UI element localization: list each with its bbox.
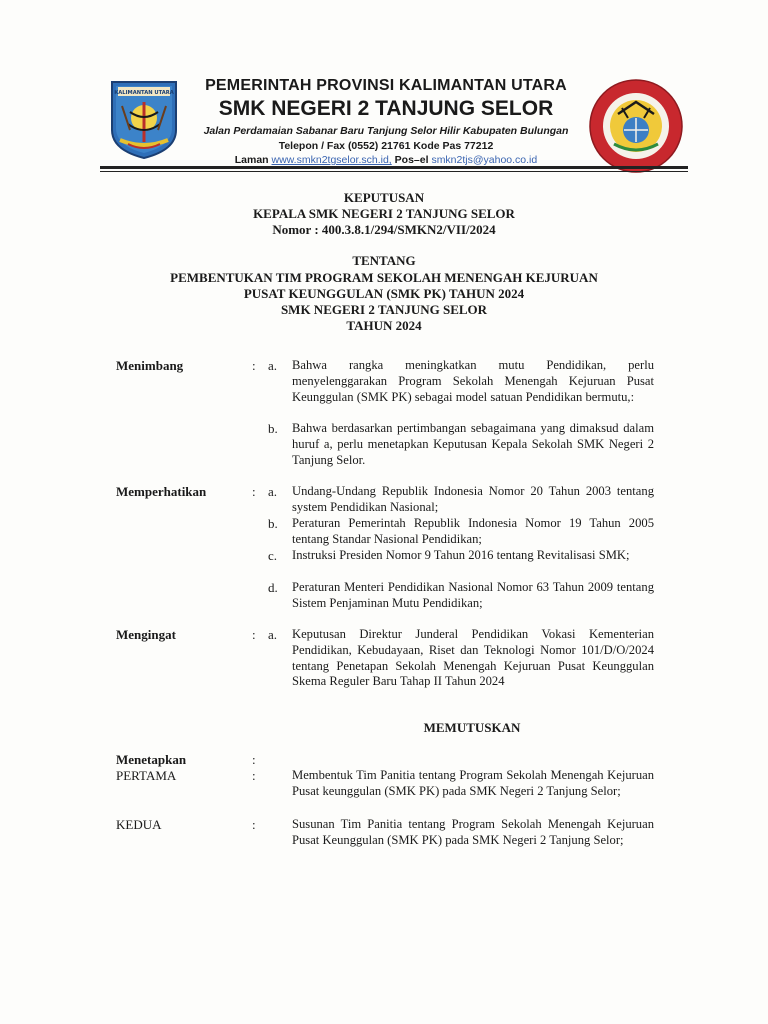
letterhead-text — [186, 76, 586, 168]
memperhatikan-d-letter: d. — [268, 580, 278, 595]
memperhatikan-a-text: Undang-Undang Republik Indonesia Nomor 20 Tahun 2003 tentang system Pendidikan Nasional; — [292, 484, 654, 514]
government-name: PEMERINTAH PROVINSI KALIMANTAN UTARA — [205, 77, 567, 94]
svg-text:KALIMANTAN UTARA: KALIMANTAN UTARA — [114, 90, 174, 96]
letterhead-rule-thin — [100, 171, 688, 172]
menimbang-label: Menimbang — [116, 358, 184, 373]
memperhatikan-a-letter: a. — [268, 484, 278, 499]
laman-label: Laman — [234, 154, 269, 166]
pos-label: Pos–el — [394, 154, 429, 166]
memperhatikan-colon: : — [252, 484, 256, 499]
email-link[interactable]: smkn2tjs@yahoo.co.id — [431, 154, 538, 166]
memperhatikan-label: Memperhatikan — [116, 484, 207, 499]
kedua-label: KEDUA — [116, 817, 162, 832]
kedua-text: Susunan Tim Panitia tentang Program Sekolah Menengah Kejuruan Pusat Keunggulan (SMK PK) pada SMK Negeri 2 Tanjung Selor; — [292, 817, 654, 847]
pertama-text: Membentuk Tim Panitia tentang Program Sekolah Menengah Kejuruan Pusat keunggulan (SMK PK) pada SMK Negeri 2 Tanjung Selor; — [292, 768, 654, 798]
memperhatikan-b-letter: b. — [268, 516, 278, 531]
subject-line-1: PEMBENTUKAN TIM PROGRAM SEKOLAH MENENGAH KEJURUAN — [170, 270, 598, 285]
school-logo-icon — [588, 78, 684, 174]
school-name: SMK NEGERI 2 TANJUNG SELOR — [218, 97, 554, 120]
menimbang-a-text: Bahwa rangka meningkatkan mutu Pendidikan, perlu menyelenggarakan Program Sekolah Menengah Kejuruan Pusat Keunggulan (SMK PK) sebagai model satuan Pendidikan bermutu,: — [292, 358, 654, 404]
province-emblem-icon — [108, 78, 180, 160]
kedua-colon: : — [252, 817, 256, 832]
menimbang-b-text: Bahwa berdasarkan pertimbangan sebagaimana yang dimaksud dalam huruf a, perlu menetapkan Keputusan Kepala Sekolah SMK Negeri 2 Tanjung Selor. — [292, 421, 654, 467]
memperhatikan-c-letter: c. — [268, 548, 278, 563]
memutuskan-heading: MEMUTUSKAN — [423, 720, 521, 735]
memperhatikan-b-text: Peraturan Pemerintah Republik Indonesia Nomor 19 Tahun 2005 tentang Standar Nasional Pendidikan; — [292, 516, 654, 546]
doc-type: KEPUTUSAN — [343, 190, 425, 205]
menetapkan-label: Menetapkan — [116, 752, 187, 767]
letterhead-rule-thick — [100, 166, 688, 169]
subject-line-3: SMK NEGERI 2 TANJUNG SELOR — [280, 302, 488, 317]
website-link[interactable]: www.smkn2tgselor.sch.id, — [271, 154, 392, 166]
school-phone: Telepon / Fax (0552) 21761 Kode Pas 77212 — [278, 140, 494, 152]
mengingat-a-text: Keputusan Direktur Junderal Pendidikan Vokasi Kementerian Pendidikan, Kebudayaan, Riset dan Teknologi Nomor 101/D/O/2024 tentang Penetapan Sekolah Menengah Kejuruan Pusat Keunggulan Skema Reguler Baru Tahap II Tahun 2024 — [292, 627, 654, 689]
mengingat-a-letter: a. — [268, 627, 278, 642]
menetapkan-colon: : — [252, 752, 256, 767]
menimbang-colon: : — [252, 358, 256, 373]
school-address: Jalan Perdamaian Sabanar Baru Tanjung Selor Hilir Kabupaten Bulungan — [203, 125, 569, 137]
menimbang-a-letter: a. — [268, 358, 278, 373]
subject-line-2: PUSAT KEUNGGULAN (SMK PK) TAHUN 2024 — [243, 286, 525, 301]
tentang-heading: TENTANG — [352, 253, 416, 268]
memperhatikan-c-text: Instruksi Presiden Nomor 9 Tahun 2016 tentang Revitalisasi SMK; — [292, 548, 630, 562]
letterhead — [100, 72, 690, 172]
subject-line-4: TAHUN 2024 — [346, 318, 422, 333]
memperhatikan-d-text: Peraturan Menteri Pendidikan Nasional Nomor 63 Tahun 2009 tentang Sistem Penjaminan Mutu Pendidikan; — [292, 580, 654, 610]
mengingat-label: Mengingat — [116, 627, 176, 642]
pertama-colon: : — [252, 768, 256, 783]
issuer: KEPALA SMK NEGERI 2 TANJUNG SELOR — [253, 206, 515, 221]
decree-number: Nomor : 400.3.8.1/294/SMKN2/VII/2024 — [272, 222, 496, 237]
pertama-label: PERTAMA — [116, 768, 177, 783]
mengingat-colon: : — [252, 627, 256, 642]
menimbang-b-letter: b. — [268, 421, 278, 436]
